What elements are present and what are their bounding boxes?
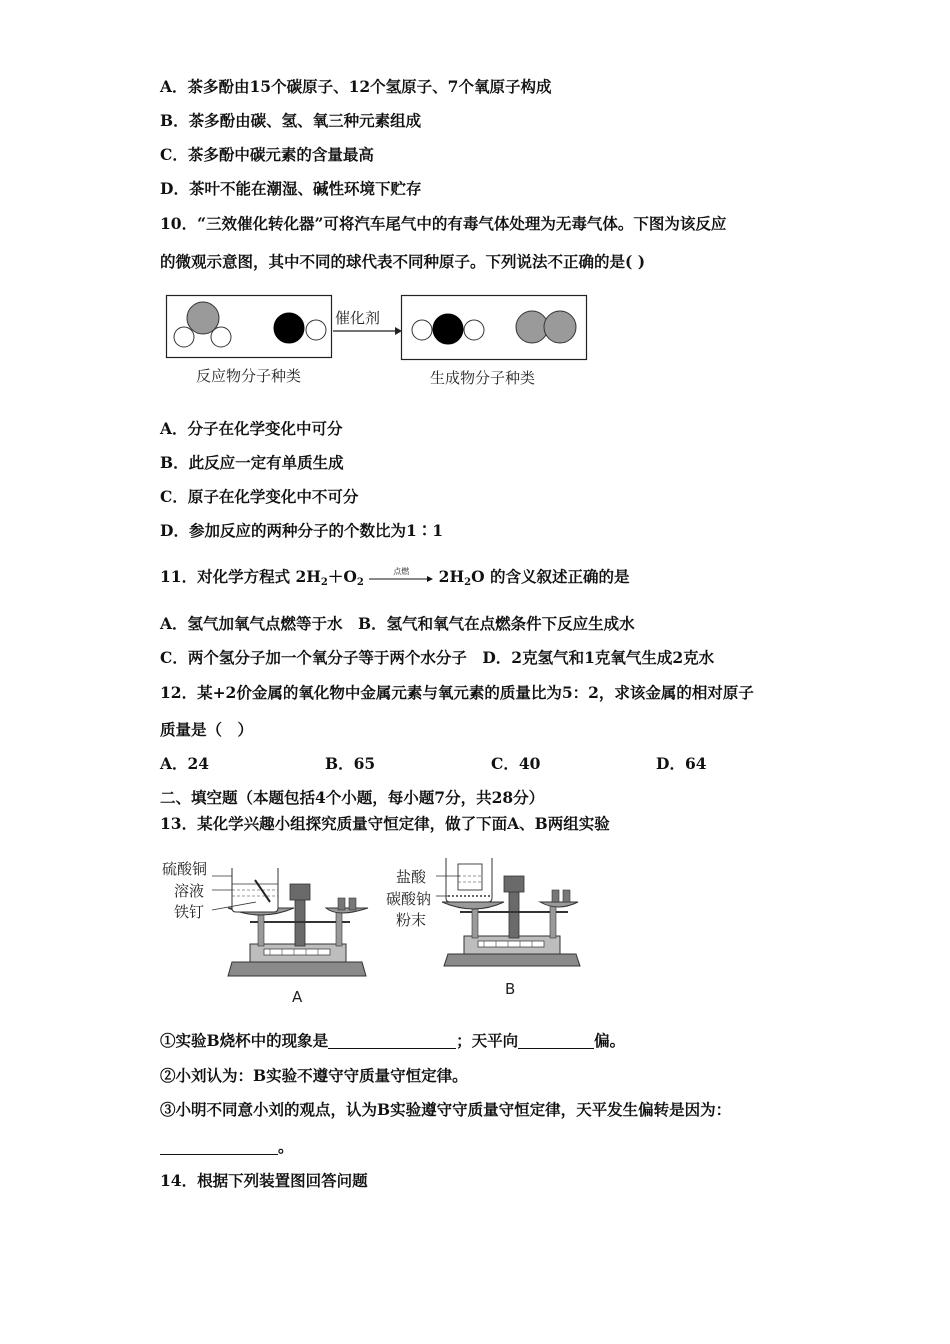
h2o-subscript: 2 [464,577,472,588]
ignition-arrow [369,568,433,588]
q12-option-a: A．24 [160,754,210,773]
balance-diagram [160,850,600,1010]
answer-blank-phenomenon[interactable] [328,1032,456,1049]
answer-blank-reason[interactable] [160,1138,278,1155]
h2-subscript: 2 [320,577,328,588]
q10-molecule-figure [160,290,600,390]
sodium-carbonate-label: 碳酸钠 [386,890,432,908]
q11-stem-before: 11．对化学方程式 2H [160,567,321,586]
q13-line1-b: ；天平向 [456,1031,519,1050]
q10-option-a: A．分子在化学变化中可分 [160,419,343,438]
grey-atom [544,311,576,343]
q11-options-line1: A．氢气加氧气点燃等于水 B．氢气和氧气在点燃条件下反应生成水 [160,614,635,633]
q14-stem: 14．根据下列装置图回答问题 [160,1171,368,1190]
iron-nail-label: 铁钉 [174,903,205,921]
section-title: 二、填空题（本题包括4个小题，每小题7分，共28分） [160,788,545,807]
q13-stem: 13．某化学兴趣小组探究质量守恒定律，做了下面A、B两组实验 [160,814,610,833]
q11-stem [160,567,629,588]
answer-blank-direction[interactable] [518,1032,594,1049]
catalyst-label: 催化剂 [335,309,381,327]
balance-a [212,868,368,976]
white-atom [306,320,326,340]
q11-options-line2: C．两个氢分子加一个氧分子等于两个水分子 D．2克氢气和1克氧气生成2克水 [160,648,715,667]
reactant-caption: 反应物分子种类 [196,367,302,385]
q13-line1 [160,1031,625,1051]
white-atom [174,327,194,347]
powder-label: 粉末 [396,911,427,929]
arrow-icon [369,575,433,583]
q10-option-c: C．原子在化学变化中不可分 [160,487,359,506]
figure-a-caption: A [292,988,303,1006]
q13-line2: ②小刘认为：B实验不遵守守质量守恒定律。 [160,1066,468,1085]
q13-line3: ③小明不同意小刘的观点，认为B实验遵守守质量守恒定律，天平发生偏转是因为： [160,1100,732,1119]
white-atom [412,320,432,340]
ignition-condition: 点燃 [393,567,410,576]
solution-label: 溶液 [174,882,205,900]
q10-stem-line1: 10．“三效催化转化器”可将汽车尾气中的有毒气体处理为无毒气体。下图为该反应 [160,214,727,233]
q10-stem-line2: 的微观示意图，其中不同的球代表不同种原子。下列说法不正确的是( ) [160,252,646,271]
q13-line4-end: 。 [278,1137,294,1156]
q11-product: 2H [438,567,465,586]
black-atom [274,313,304,343]
q11-plus-o: ＋O [327,567,357,586]
q13-line1-c: 偏。 [594,1031,626,1050]
q12-option-d: D．64 [656,754,707,773]
q12-option-b: B．65 [325,754,376,773]
product-caption: 生成物分子种类 [430,369,536,387]
q10-option-d: D．参加反应的两种分子的个数比为1∶1 [160,521,444,540]
q10-option-b: B．此反应一定有单质生成 [160,453,344,472]
figure-b-caption: B [505,980,516,998]
q9-option-b: B．茶多酚由碳、氢、氧三种元素组成 [160,111,422,130]
q12-option-c: C．40 [491,754,541,773]
grey-atom [516,311,548,343]
q9-option-a: A．茶多酚由15个碳原子、12个氢原子、7个氧原子构成 [160,77,552,96]
white-atom [211,327,231,347]
white-atom [464,320,484,340]
q9-option-d: D．茶叶不能在潮湿、碱性环境下贮存 [160,179,422,198]
q13-line4 [160,1137,294,1157]
o2-subscript: 2 [356,577,364,588]
q13-line1-a: ①实验B烧杯中的现象是 [160,1031,329,1050]
hydrochloric-acid-label: 盐酸 [396,868,427,886]
q12-stem-line1: 12．某+2价金属的氧化物中金属元素与氧元素的质量比为5：2，求该金属的相对原子 [160,683,754,702]
q13-balance-figure [160,850,600,1010]
black-atom [433,314,463,344]
q9-option-c: C．茶多酚中碳元素的含量最高 [160,145,374,164]
copper-sulfate-label: 硫酸铜 [162,860,208,878]
balance-b [436,858,580,966]
q11-stem-after: O 的含义叙述正确的是 [471,567,630,586]
q12-stem-line2: 质量是（ ） [160,720,254,739]
